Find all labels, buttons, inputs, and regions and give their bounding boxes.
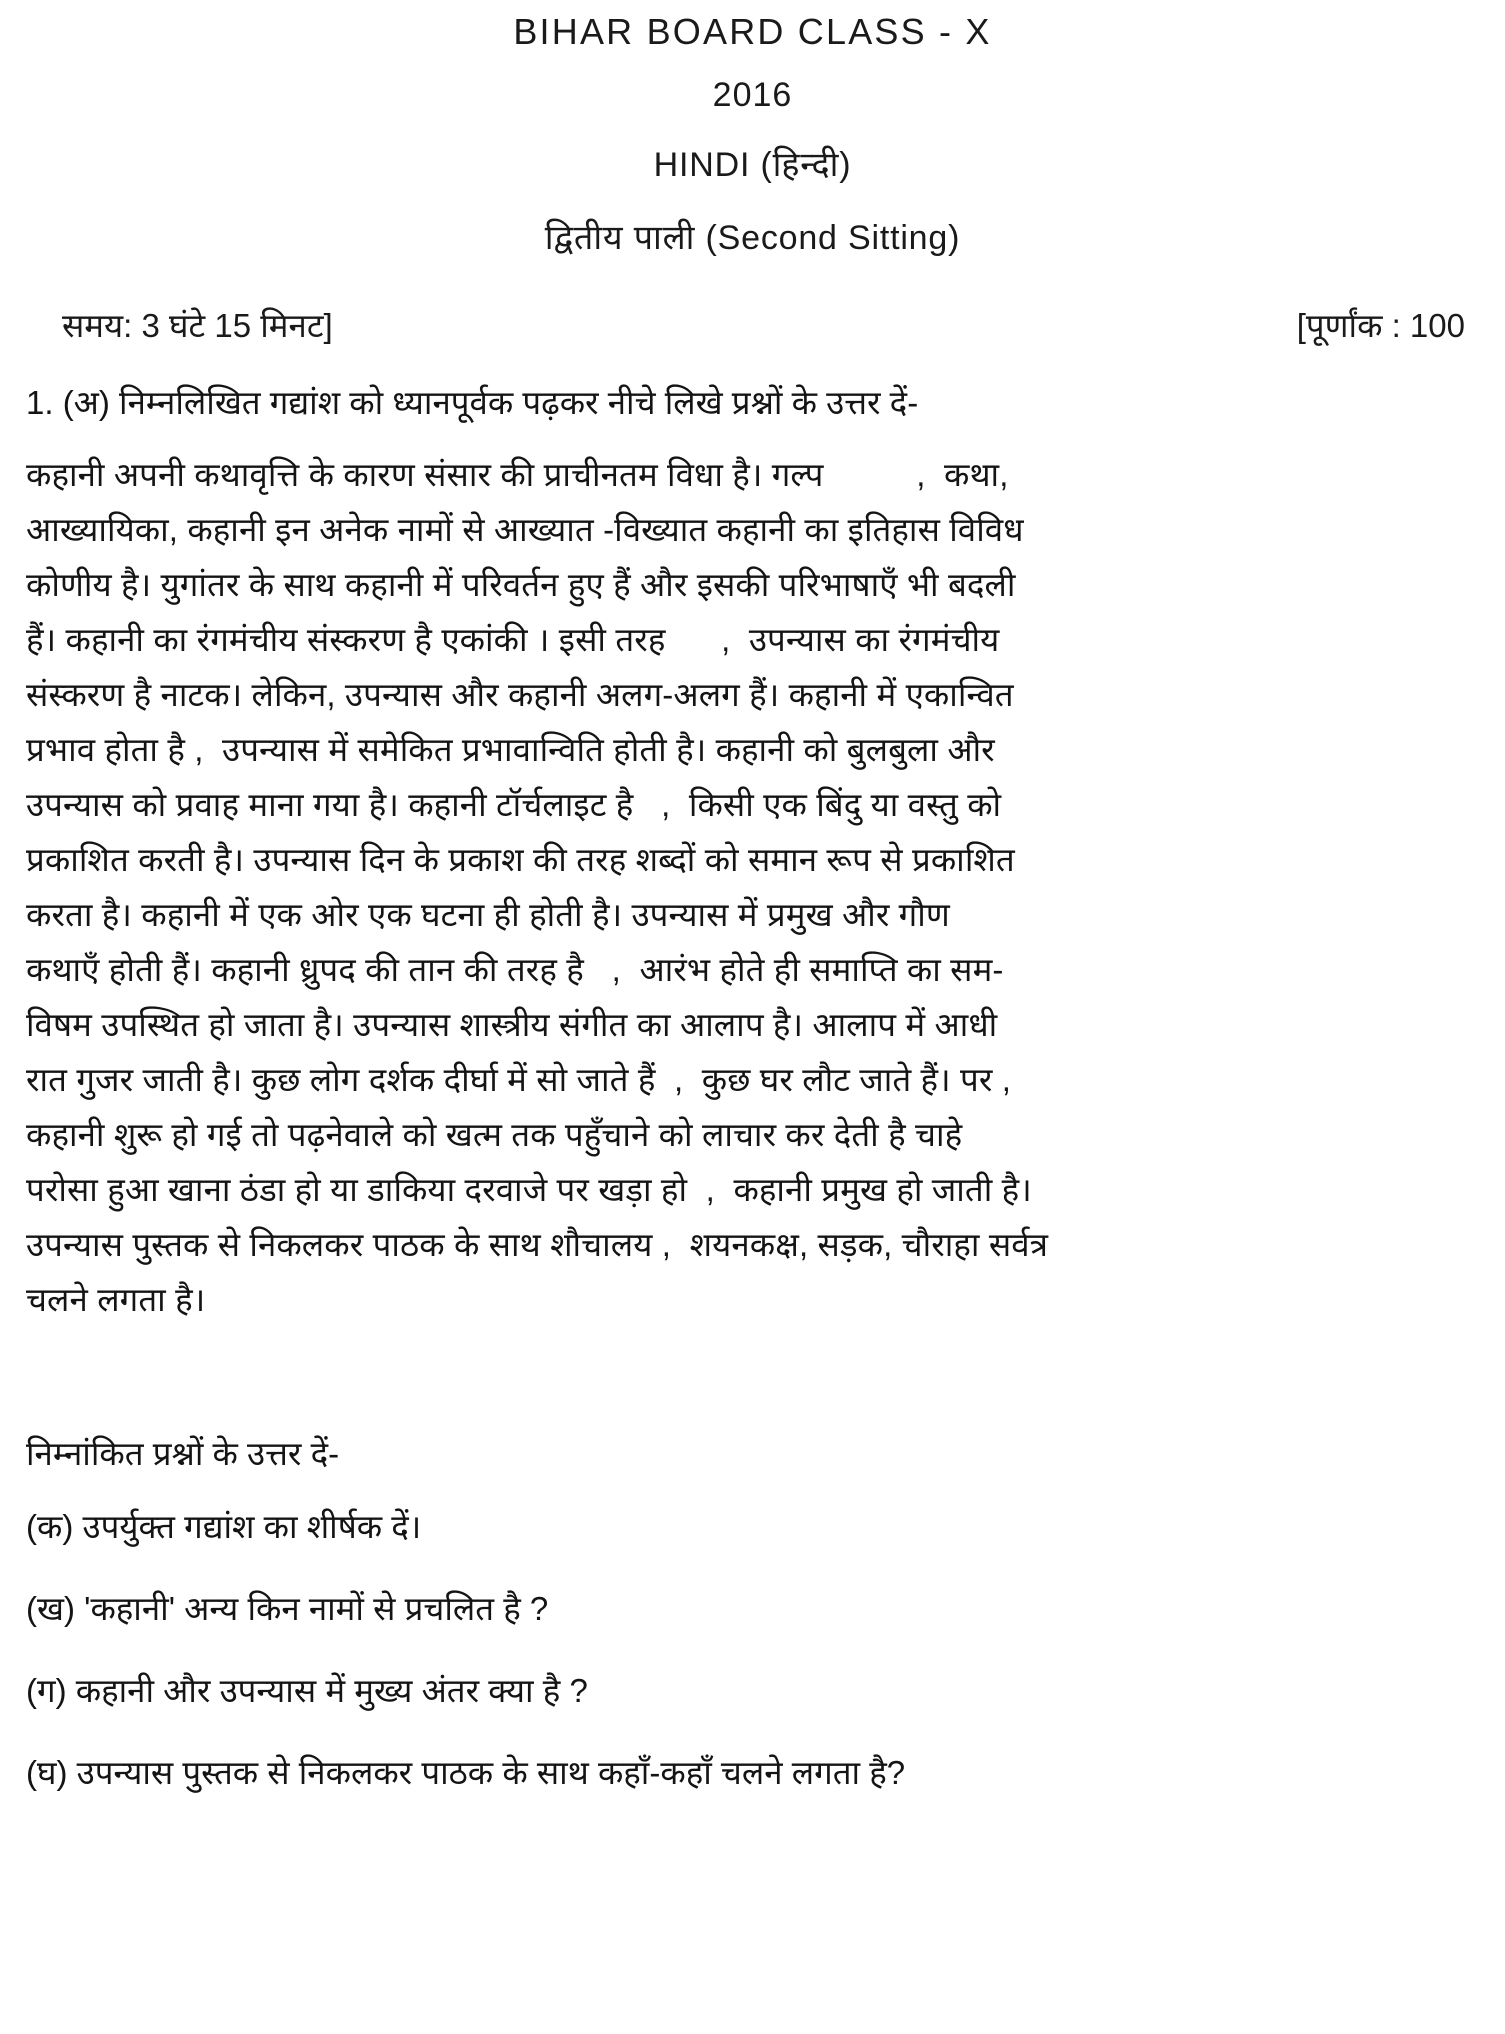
exam-subject: HINDI (हिन्दी) — [653, 146, 852, 185]
passage-line: चलने लगता है। — [26, 1281, 206, 1319]
exam-time: समय: 3 घंटे 15 मिनट] — [62, 306, 333, 344]
sub-question-ka: (क) उपर्युक्त गद्यांश का शीर्षक दें। — [26, 1508, 422, 1546]
passage-line: संस्करण है नाटक। लेकिन, उपन्यास और कहानी अलग-अलग हैं। कहानी में एकान्वित — [26, 676, 1014, 714]
passage-line: रात गुजर जाती है। कुछ लोग दर्शक दीर्घा में सो जाते हैं , कुछ घर लौट जाते हैं। पर , — [26, 1061, 1012, 1099]
passage-line: उपन्यास को प्रवाह माना गया है। कहानी टॉर्चलाइट है , किसी एक बिंदु या वस्तु को — [26, 786, 1002, 824]
passage-line: कथाएँ होती हैं। कहानी ध्रुपद की तान की तरह है , आरंभ होते ही समाप्ति का सम- — [26, 951, 1004, 989]
exam-meta-row — [0, 302, 1505, 347]
passage-line: कहानी अपनी कथावृत्ति के कारण संसार की प्राचीनतम विधा है। गल्प , कथा, — [26, 456, 1009, 494]
sub-questions-list — [0, 1506, 1505, 1795]
reading-passage — [0, 447, 1505, 1327]
sub-question-kha: (ख) 'कहानी' अन्य किन नामों से प्रचलित है ? — [26, 1590, 549, 1628]
exam-year: 2016 — [712, 76, 793, 115]
sub-question-ga: (ग) कहानी और उपन्यास में मुख्य अंतर क्या है ? — [26, 1672, 588, 1710]
exam-full-marks: [पूर्णांक : 100 — [1296, 306, 1465, 344]
passage-line: विषम उपस्थित हो जाता है। उपन्यास शास्त्रीय संगीत का आलाप है। आलाप में आधी — [26, 1006, 998, 1044]
exam-header — [0, 0, 1505, 262]
sub-question-gha: (घ) उपन्यास पुस्तक से निकलकर पाठक के साथ कहाँ-कहाँ चलने लगता है? — [26, 1754, 906, 1792]
sub-questions-intro: निम्नांकित प्रश्नों के उत्तर दें- — [26, 1435, 340, 1473]
exam-sitting: द्वितीय पाली (Second Sitting) — [544, 218, 961, 257]
question-1-prompt: 1. (अ) निम्नलिखित गद्यांश को ध्यानपूर्वक पढ़कर नीचे लिखे प्रश्नों के उत्तर दें- — [26, 383, 919, 421]
passage-line: हैं। कहानी का रंगमंचीय संस्करण है एकांकी । इसी तरह , उपन्यास का रंगमंचीय — [26, 621, 1000, 659]
passage-line: प्रभाव होता है , उपन्यास में समेकित प्रभावान्विति होती है। कहानी को बुलबुला और — [26, 731, 995, 769]
board-title: BIHAR BOARD CLASS - X — [513, 11, 992, 52]
passage-line: परोसा हुआ खाना ठंडा हो या डाकिया दरवाजे पर खड़ा हो , कहानी प्रमुख हो जाती है। — [26, 1171, 1032, 1209]
passage-line: उपन्यास पुस्तक से निकलकर पाठक के साथ शौचालय , शयनकक्ष, सड़क, चौराहा सर्वत्र — [26, 1226, 1049, 1264]
passage-line: प्रकाशित करती है। उपन्यास दिन के प्रकाश की तरह शब्दों को समान रूप से प्रकाशित — [26, 841, 1015, 879]
passage-line: कोणीय है। युगांतर के साथ कहानी में परिवर्तन हुए हैं और इसकी परिभाषाएँ भी बदली — [26, 566, 1016, 604]
passage-line: करता है। कहानी में एक ओर एक घटना ही होती है। उपन्यास में प्रमुख और गौण — [26, 896, 950, 934]
passage-line: कहानी शुरू हो गई तो पढ़नेवाले को खत्म तक पहुँचाने को लाचार कर देती है चाहे — [26, 1116, 963, 1154]
passage-line: आख्यायिका, कहानी इन अनेक नामों से आख्यात -विख्यात कहानी का इतिहास विविध — [26, 511, 1024, 549]
